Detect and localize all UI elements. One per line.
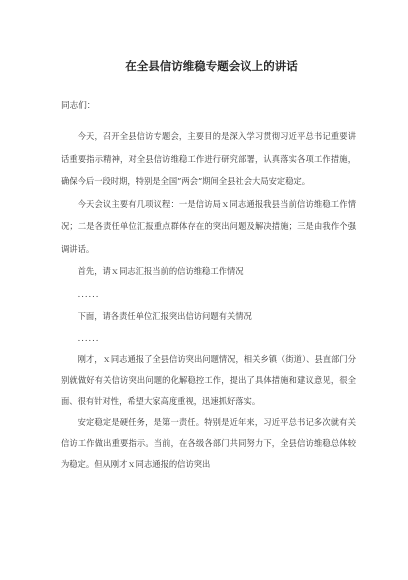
salutation: 同志们：: [61, 101, 96, 111]
ellipsis: ......: [77, 288, 100, 299]
ellipsis: ......: [77, 333, 100, 343]
paragraph-first-report: 首先，请ｘ同志汇报当前的信访维稳工作情况: [77, 266, 244, 276]
paragraph-agenda: 今天会议主要有几项议程：一是信访局ｘ同志通报我县当前信访维稳工作情况；二是各责任单位汇报重点群体存在的突出问题及解决措施；三是由我作个强调讲话。: [61, 198, 356, 254]
document-title: 在全县信访维稳专题会议上的讲话: [125, 59, 298, 73]
paragraph-summary: 刚才，ｘ同志通报了全县信访突出问题情况，相关乡镇（街道）、县直部门分别就做好有关信访突出问题的化解稳控工作，提出了具体措施和建议意见，很全面、很有针对性，希望大家高度重视，迅速抓好落实。: [61, 354, 356, 406]
paragraph-opening: 今天，召开全县信访专题会，主要目的是深入学习贯彻习近平总书记重要讲话重要指示精神，对全县信访维稳工作进行研究部署，认真落实各项工作措施，确保今后一段时期，特别是全国”两会”期间全县社会大局安定稳定。: [61, 131, 356, 186]
paragraph-unit-reports: 下面，请各责任单位汇报突出信访问题有关情况: [77, 310, 252, 321]
paragraph-stability: 安定稳定是硬任务，是第一责任。特别是近年来，习近平总书记多次就有关信访工作做出重要指示。当前，在各级各部门共同努力下，全县信访维稳总体较为稳定。但从刚才ｘ同志通报的信访突出: [61, 417, 356, 469]
